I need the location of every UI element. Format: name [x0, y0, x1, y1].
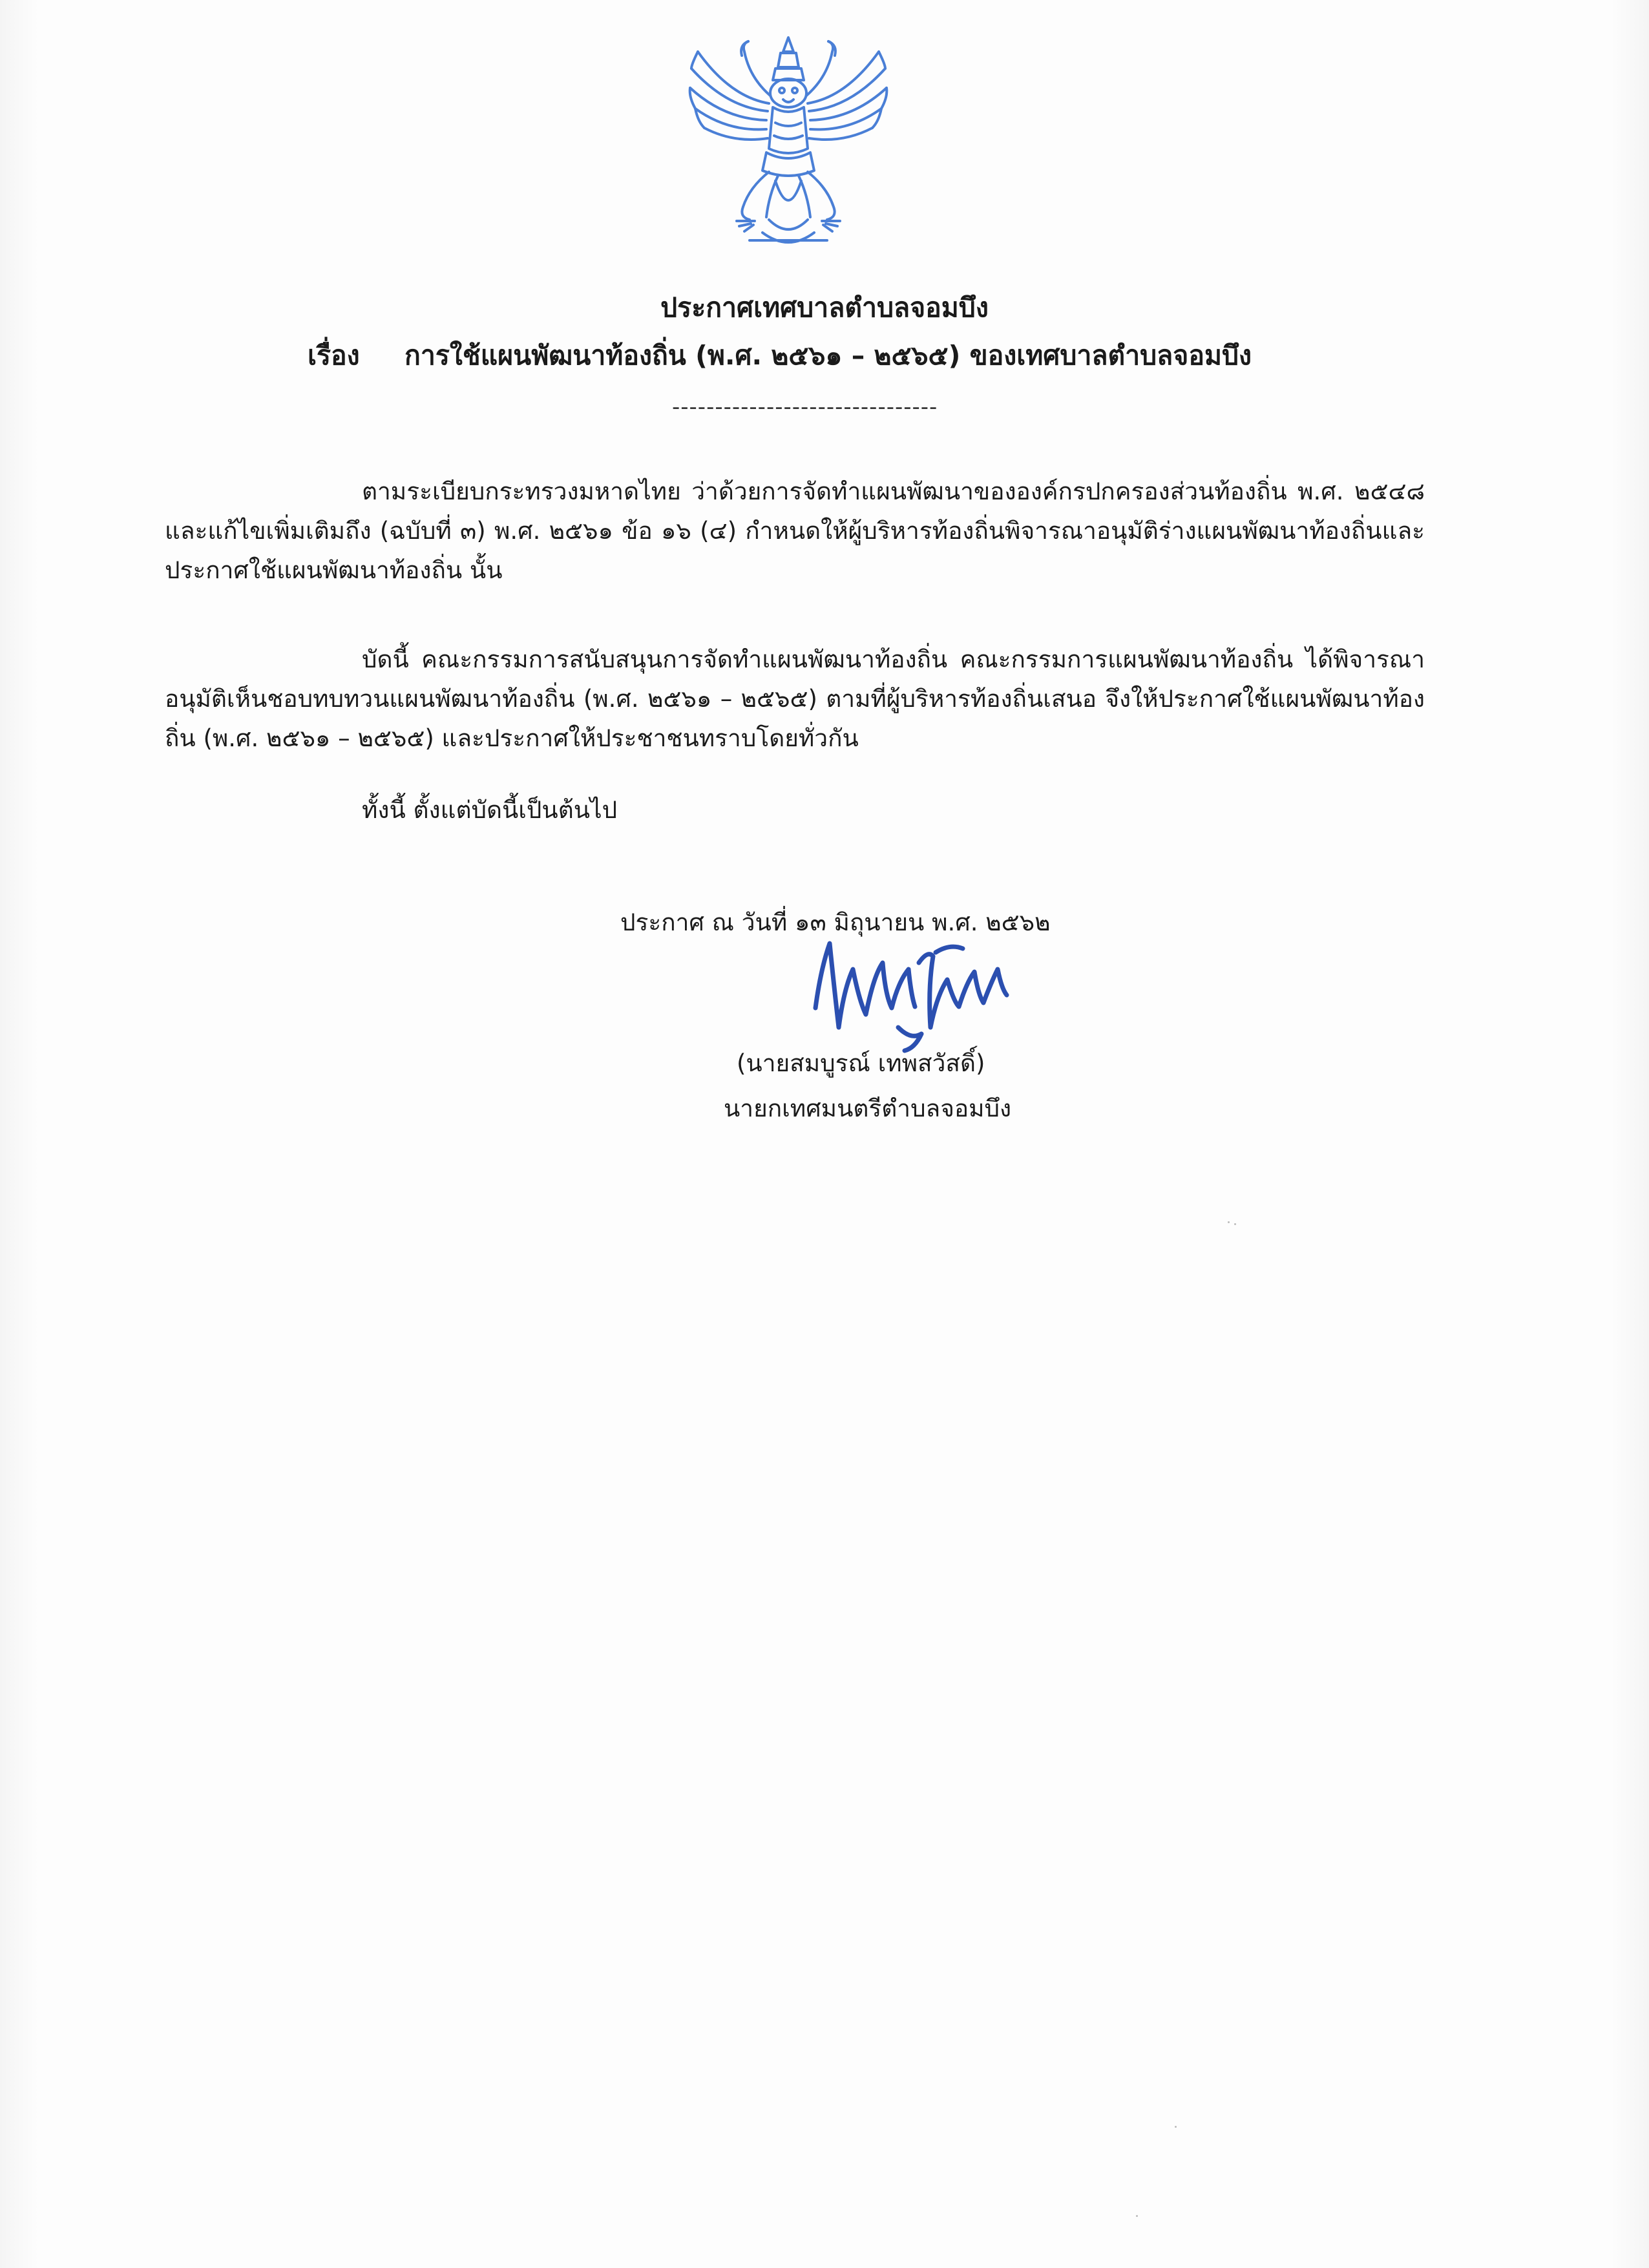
- scan-speck: [1228, 1221, 1230, 1223]
- handwritten-signature-icon: [801, 930, 1034, 1053]
- scan-shadow-left: [0, 0, 39, 2268]
- scan-shadow-right: [1610, 0, 1649, 2268]
- signatory-position: นายกเทศมนตรีตำบลจอมบึง: [724, 1095, 1012, 1122]
- garuda-emblem-icon: [672, 26, 905, 258]
- paragraph-1-text: ตามระเบียบกระทรวงมหาดไทย ว่าด้วยการจัดทำแผนพัฒนาขององค์กรปกครองส่วนท้องถิ่น พ.ศ. ๒๕๔๘ และแก้ไขเพิ่มเติมถึง (ฉบับที่ ๓) พ.ศ. ๒๕๖๑ ข้อ ๑๖ (๔) กำหนดให้ผู้บริหารท้องถิ่นพิจารณาอนุมัติร่างแผนพัฒนาท้องถิ่นและประกาศใช้แผนพัฒนาท้องถิ่น นั้น: [165, 478, 1425, 584]
- paragraph-1: [165, 472, 1425, 590]
- subject-text: การใช้แผนพัฒนาท้องถิ่น (พ.ศ. ๒๕๖๑ – ๒๕๖๕) ของเทศบาลตำบลจอมบึง: [404, 340, 1252, 371]
- paragraph-2: [165, 640, 1425, 758]
- signatory-name: (นายสมบูรณ์ เทพสวัสดิ์): [737, 1049, 985, 1077]
- announcement-title: ประกาศเทศบาลตำบลจอมบึง: [660, 292, 989, 323]
- announcement-date: ประกาศ ณ วันที่ ๑๓ มิถุนายน พ.ศ. ๒๕๖๒: [620, 908, 1051, 936]
- scan-speck: [1136, 2215, 1138, 2217]
- scan-speck: [1175, 2126, 1177, 2128]
- paragraph-2-text: บัดนี้ คณะกรรมการสนับสนุนการจัดทำแผนพัฒนาท้องถิ่น คณะกรรมการแผนพัฒนาท้องถิ่น ได้พิจารณาอนุมัติเห็นชอบทบทวนแผนพัฒนาท้องถิ่น (พ.ศ. ๒๕๖๑ – ๒๕๖๕) ตามที่ผู้บริหารท้องถิ่นเสนอ จึงให้ประกาศใช้แผนพัฒนาท้องถิ่น (พ.ศ. ๒๕๖๑ – ๒๕๖๕) และประกาศให้ประชาชนทราบโดยทั่วกัน: [165, 646, 1425, 752]
- title-divider: -------------------------------: [672, 394, 938, 420]
- subject-label: เรื่อง: [308, 340, 360, 371]
- paragraph-3: [165, 790, 1425, 830]
- paragraph-3-text: ทั้งนี้ ตั้งแต่บัดนี้เป็นต้นไป: [362, 796, 618, 824]
- scan-speck: [1234, 1223, 1236, 1225]
- announcement-subject: [308, 337, 1252, 373]
